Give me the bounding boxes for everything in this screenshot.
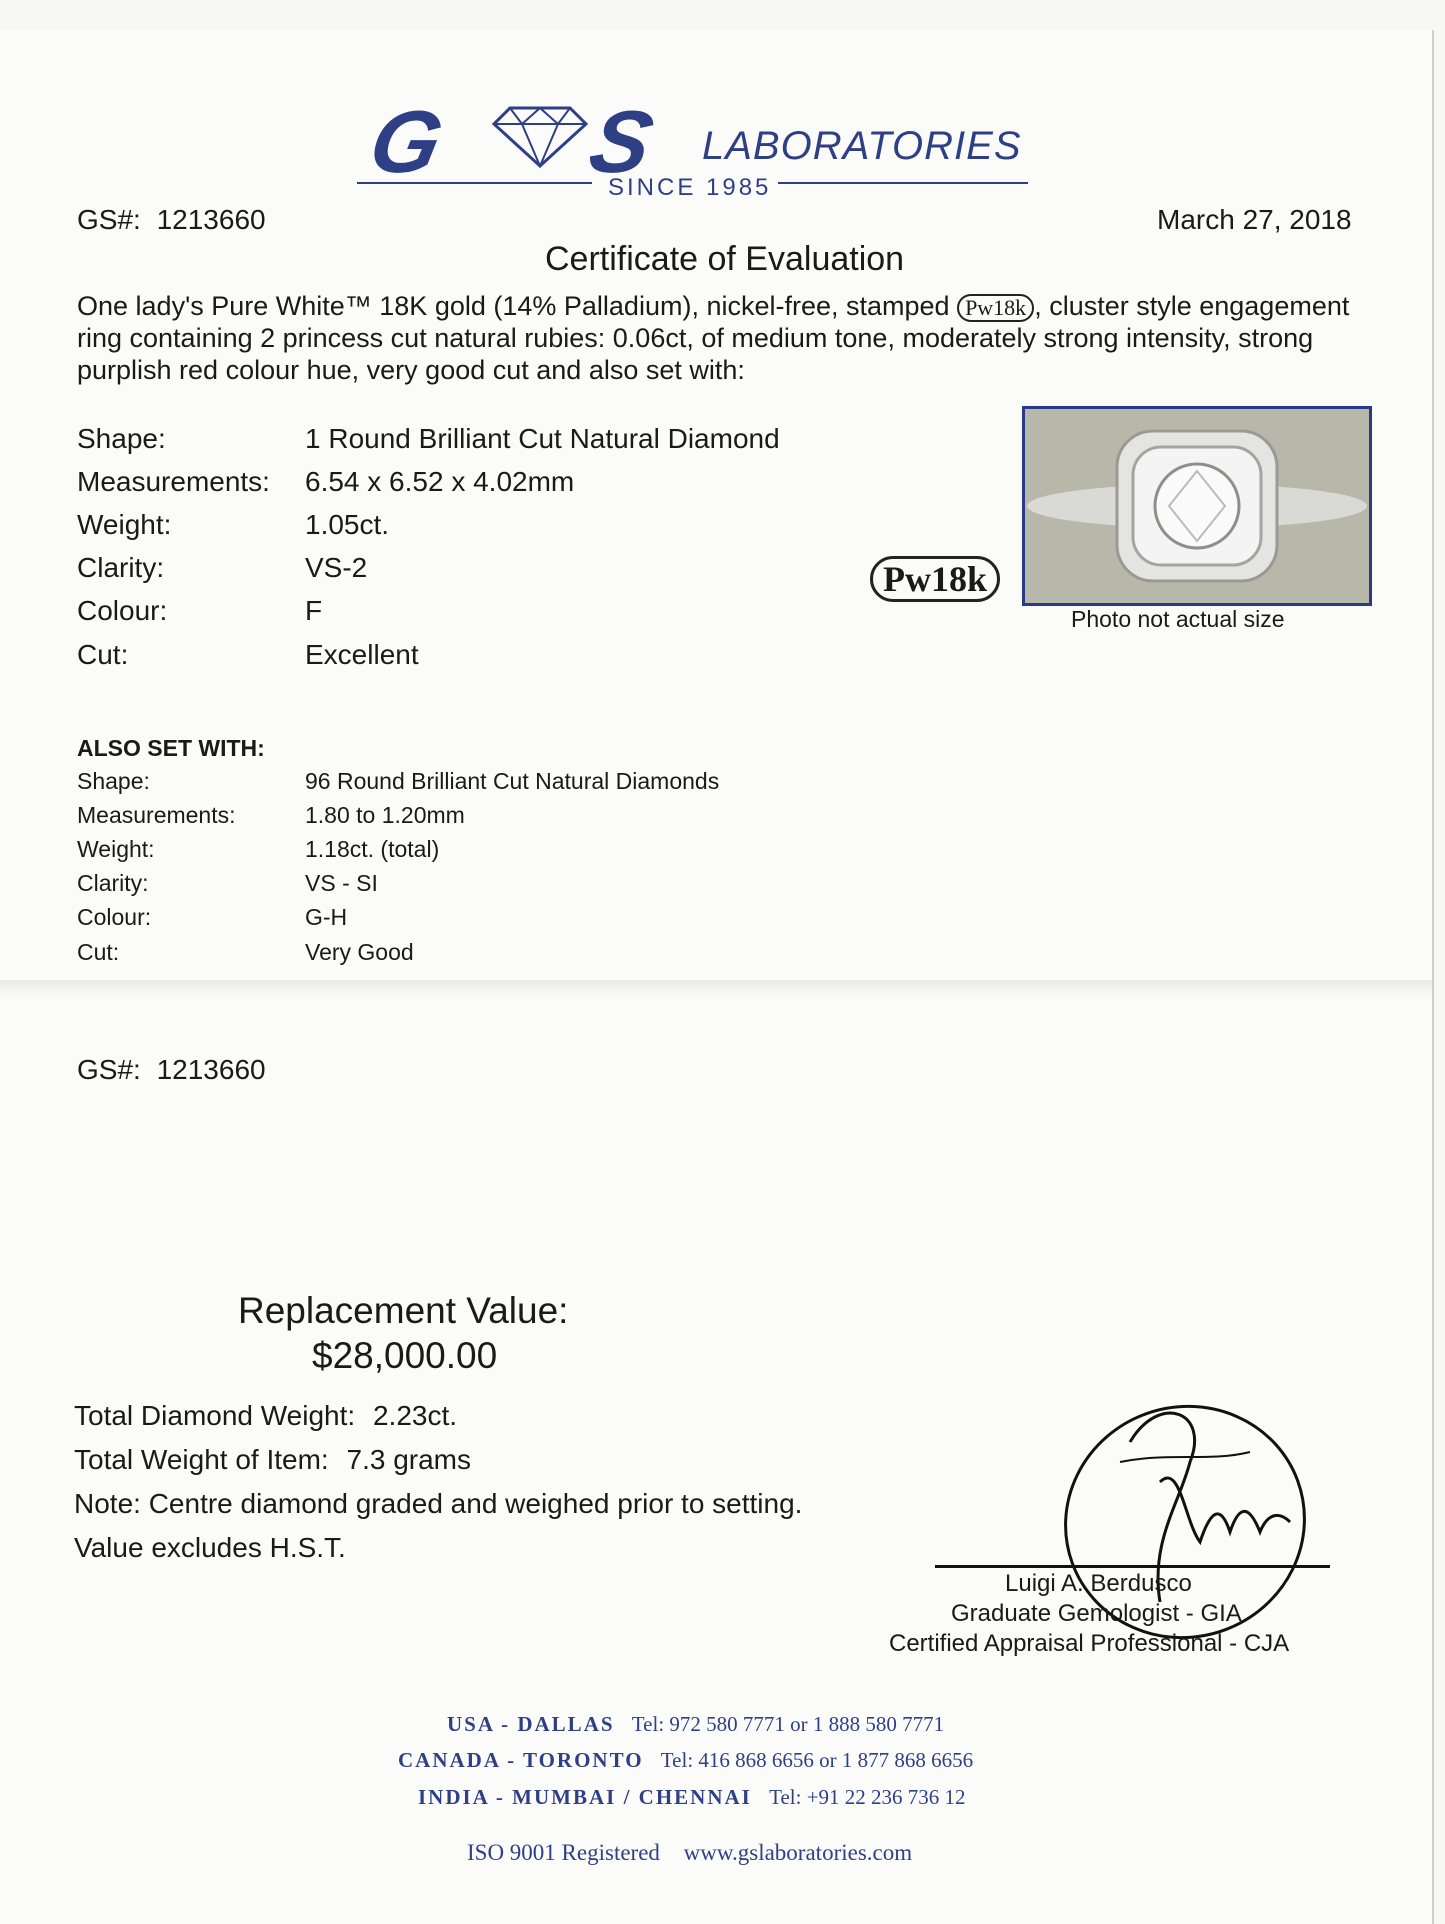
footer-canada-tel: Tel: 416 868 6656 or 1 877 868 6656 — [660, 1748, 974, 1772]
main-shape-label: Shape: — [77, 423, 166, 454]
main-colour-value: F — [305, 595, 323, 626]
footer-usa — [447, 1712, 944, 1737]
main-cut-value: Excellent — [305, 639, 419, 670]
diamond-logo-icon — [490, 100, 590, 170]
ring-photo — [1022, 406, 1372, 606]
also-clarity-label: Clarity: — [77, 870, 149, 896]
also-clarity-value: VS - SI — [305, 870, 378, 896]
pw18k-stamp: Pw18k — [870, 556, 1000, 602]
also-measurements-label: Measurements: — [77, 802, 236, 828]
also-weight-label: Weight: — [77, 836, 155, 862]
footer-india-city: INDIA - MUMBAI / CHENNAI — [418, 1785, 752, 1809]
logo-since: SINCE 1985 — [608, 174, 772, 201]
gs-label: GS#: — [77, 204, 141, 235]
also-cut-label: Cut: — [77, 939, 120, 965]
certificate-date: March 27, 2018 — [1157, 204, 1352, 235]
main-clarity-label: Clarity: — [77, 552, 165, 583]
total-diamond-label: Total Diamond Weight: — [74, 1400, 356, 1431]
photo-caption: Photo not actual size — [1071, 606, 1285, 632]
also-cut-value: Very Good — [305, 939, 414, 965]
main-weight-label: Weight: — [77, 509, 172, 540]
gs-number: 1213660 — [156, 204, 266, 235]
ring-description — [77, 290, 1377, 386]
main-cut-label: Cut: — [77, 639, 129, 670]
main-colour-label: Colour: — [77, 595, 168, 626]
footer-usa-city: USA - DALLAS — [447, 1712, 615, 1736]
logo-laboratories: LABORATORIES — [702, 124, 1022, 168]
footer-iso — [467, 1840, 912, 1866]
logo-rule-left — [357, 182, 592, 184]
signature-line — [935, 1565, 1330, 1568]
website-link[interactable]: www.gslaboratories.com — [683, 1840, 913, 1865]
also-colour-label: Colour: — [77, 904, 152, 930]
main-shape-value: 1 Round Brilliant Cut Natural Diamond — [305, 423, 780, 454]
also-shape-value: 96 Round Brilliant Cut Natural Diamonds — [305, 768, 720, 794]
description-part2: , cluster style engagement ring containing 2 princess cut natural rubies: 0.06ct, of medium tone, moderately strong intensity, strong purplish red colour hue, very good cut and also set with: — [77, 291, 1350, 385]
also-colour-value: G-H — [305, 904, 348, 930]
gs-number-bottom-value: 1213660 — [156, 1054, 266, 1085]
main-weight-value: 1.05ct. — [305, 509, 390, 540]
signatory-title2: Certified Appraisal Professional - CJA — [889, 1630, 1290, 1657]
footer-india-tel: Tel: +91 22 236 736 12 — [769, 1785, 966, 1809]
replacement-label: Replacement Value: — [238, 1290, 569, 1331]
replacement-value: $28,000.00 — [312, 1335, 498, 1376]
gs-number-bottom — [77, 1054, 266, 1086]
also-set-heading: ALSO SET WITH: — [77, 735, 265, 761]
stamp-inline: Pw18k — [957, 294, 1034, 322]
main-clarity-value: VS-2 — [305, 552, 368, 583]
total-item-label: Total Weight of Item: — [74, 1444, 329, 1475]
main-measurements-value: 6.54 x 6.52 x 4.02mm — [305, 466, 575, 497]
setting-note: Note: Centre diamond graded and weighed prior to setting. — [74, 1488, 803, 1519]
certificate-title: Certificate of Evaluation — [545, 240, 905, 278]
footer-usa-tel: Tel: 972 580 7771 or 1 888 580 7771 — [631, 1712, 945, 1736]
total-diamond-weight — [74, 1400, 457, 1432]
gs-label-bottom: GS#: — [77, 1054, 141, 1085]
footer-canada-city: CANADA - TORONTO — [398, 1748, 644, 1772]
description-part1: One lady's Pure White™ 18K gold (14% Palladium), nickel-free, stamped — [77, 291, 958, 321]
logo-letter-s: S — [581, 92, 660, 191]
footer-canada — [398, 1748, 973, 1773]
also-shape-label: Shape: — [77, 768, 150, 794]
logo-rule-right — [778, 182, 1028, 184]
logo-letter-g: G — [361, 92, 450, 191]
signatory-title1: Graduate Gemologist - GIA — [951, 1600, 1242, 1627]
total-diamond-value: 2.23ct. — [372, 1400, 458, 1431]
also-measurements-value: 1.80 to 1.20mm — [305, 802, 465, 828]
ring-image-icon — [1025, 409, 1369, 603]
main-measurements-label: Measurements: — [77, 466, 270, 497]
iso-registered: ISO 9001 Registered — [467, 1840, 660, 1865]
total-item-weight — [74, 1444, 471, 1476]
page-fold — [0, 980, 1432, 1000]
tax-note: Value excludes H.S.T. — [74, 1532, 346, 1563]
also-weight-value: 1.18ct. (total) — [305, 836, 440, 862]
footer-india — [418, 1785, 966, 1810]
gs-number-top — [77, 204, 266, 236]
total-item-value: 7.3 grams — [346, 1444, 471, 1475]
signatory-name: Luigi A. Berdusco — [1005, 1570, 1192, 1597]
